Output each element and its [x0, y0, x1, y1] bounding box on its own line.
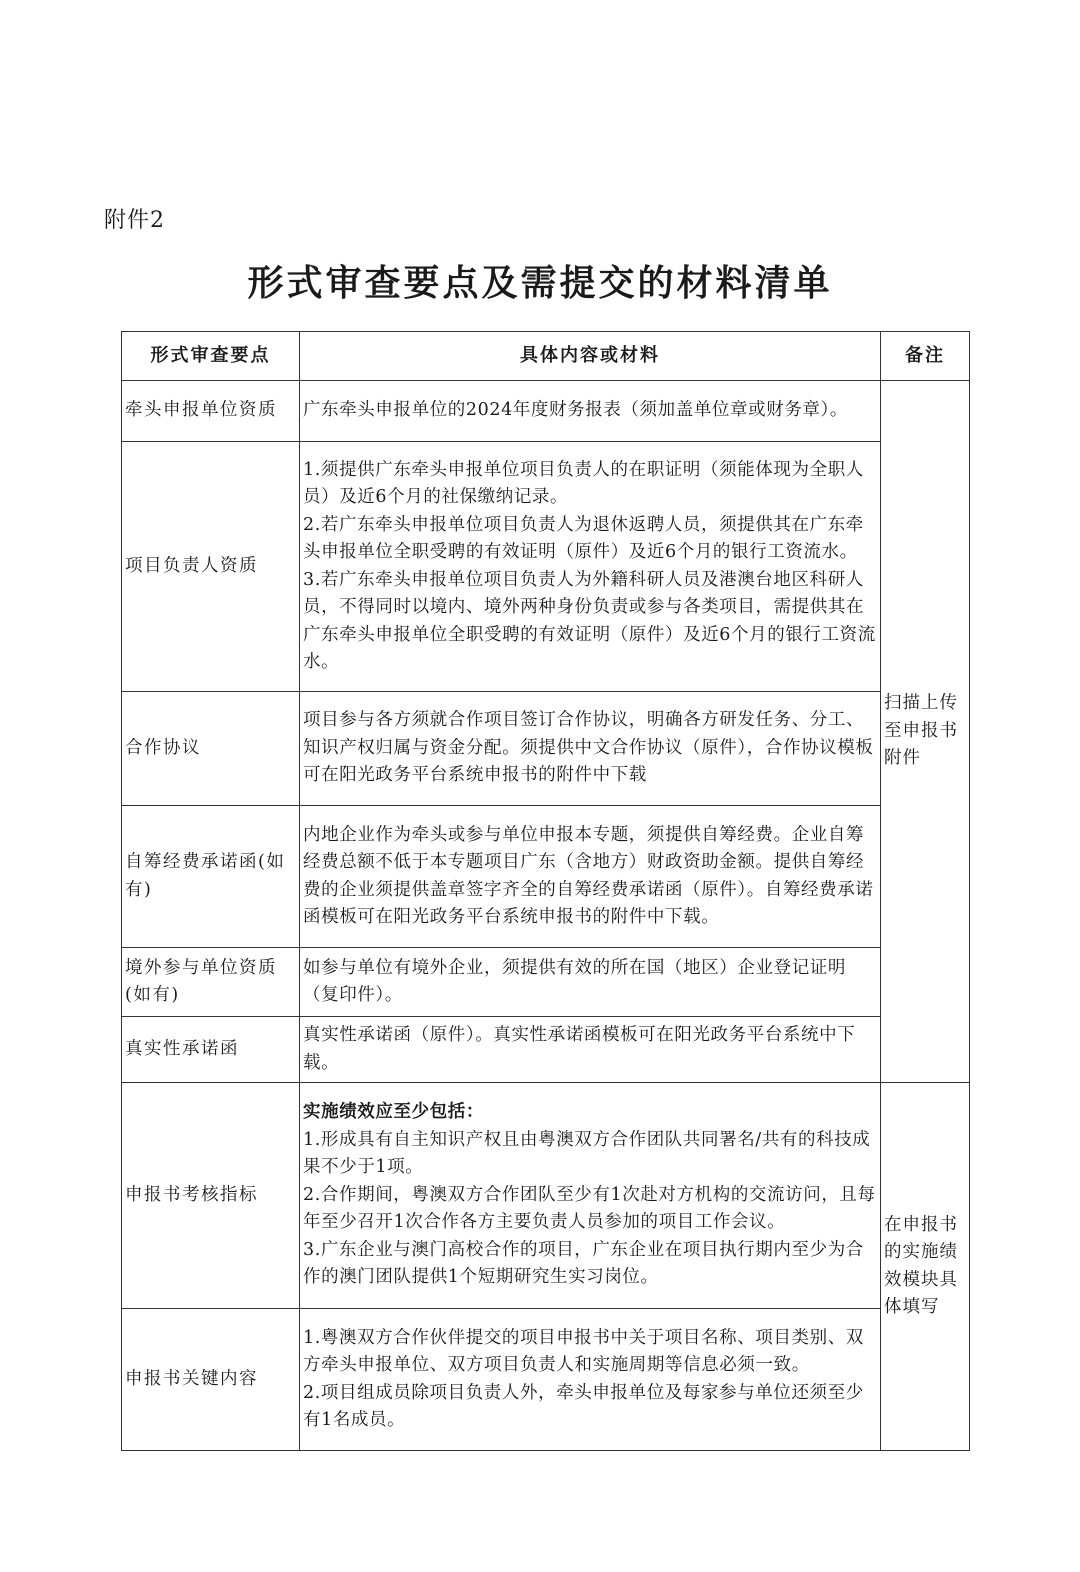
content-line: 3.若广东牵头申报单位项目负责人为外籍科研人员及港澳台地区科研人员，不得同时以境内、境外两种身份负责或参与各类项目，需提供其在广东牵头申报单位全职受聘的有效证明（原件）及近6个月的银行工资流水。: [303, 569, 876, 672]
content-line: 1.形成具有自主知识产权且由粤澳双方合作团队共同署名/共有的科技成果不少于1项。: [303, 1129, 871, 1178]
row-point: 境外参与单位资质(如有): [122, 948, 300, 1017]
table-header-row: [122, 332, 970, 381]
row-point: 合作协议: [122, 692, 300, 806]
row-content: [300, 692, 881, 806]
materials-checklist-table: [121, 331, 970, 1451]
header-remark: 备注: [881, 332, 970, 381]
row-point: 项目负责人资质: [122, 442, 300, 692]
content-line: 2.合作期间，粤澳双方合作团队至少有1次赴对方机构的交流访问，且每年至少召开1次合作各方主要负责人员参加的项目工作会议。: [303, 1184, 876, 1233]
table-row: [122, 806, 970, 948]
content-line: 如参与单位有境外企业，须提供有效的所在国（地区）企业登记证明（复印件）。: [303, 957, 846, 1005]
content-line: 1.粤澳双方合作伙伴提交的项目申报书中关于项目名称、项目类别、双方牵头申报单位、双方项目负责人和实施周期等信息必须一致。: [303, 1327, 864, 1375]
content-line: 项目参与各方须就合作项目签订合作协议，明确各方研发任务、分工、知识产权归属与资金分配。须提供中文合作协议（原件），合作协议模板可在阳光政务平台系统申报书的附件中下载: [303, 710, 874, 786]
table-row: [122, 1017, 970, 1083]
content-line: 3.广东企业与澳门高校合作的项目，广东企业在项目执行期内至少为合作的澳门团队提供1个短期研究生实习岗位。: [303, 1239, 864, 1288]
content-line: 2.项目组成员除项目负责人外，牵头申报单位及每家参与单位还须至少有1名成员。: [303, 1382, 864, 1430]
row-content: [300, 381, 881, 442]
table-row: [122, 442, 970, 692]
table-row: [122, 948, 970, 1017]
remark-scan-upload: 扫描上传至申报书附件: [881, 381, 970, 1083]
table-row: [122, 692, 970, 806]
header-review-point: 形式审查要点: [122, 332, 300, 381]
row-content: [300, 1309, 881, 1451]
content-line: 广东牵头申报单位的2024年度财务报表（须加盖单位章或财务章）。: [303, 400, 848, 421]
row-content: [300, 1083, 881, 1309]
header-content: 具体内容或材料: [300, 332, 881, 381]
row-content: [300, 806, 881, 948]
table-row: [122, 381, 970, 442]
row-content: [300, 948, 881, 1017]
table-row: [122, 1309, 970, 1451]
content-line: 2.若广东牵头申报单位项目负责人为退休返聘人员，须提供其在广东牵头申报单位全职受聘的有效证明（原件）及近6个月的银行工资流水。: [303, 514, 864, 562]
content-line: 内地企业作为牵头或参与单位申报本专题，须提供自筹经费。企业自筹经费总额不低于本专题项目广东（含地方）财政资助金额。提供自筹经费的企业须提供盖章签字齐全的自筹经费承诺函（原件）。自筹经费承诺函模板可在阳光政务平台系统申报书的附件中下载。: [303, 824, 874, 927]
content-heading: 实施绩效应至少包括：: [303, 1102, 484, 1123]
table-row: [122, 1083, 970, 1309]
attachment-label: 附件2: [104, 208, 165, 233]
content-line: 真实性承诺函（原件）。真实性承诺函模板可在阳光政务平台系统中下载。: [303, 1025, 856, 1073]
row-point: 真实性承诺函: [122, 1017, 300, 1083]
row-content: [300, 1017, 881, 1083]
remark-fill-in-module: 在申报书的实施绩效模块具体填写: [881, 1083, 970, 1451]
row-content: [300, 442, 881, 692]
row-point: 申报书关键内容: [122, 1309, 300, 1451]
document-title: 形式审查要点及需提交的材料清单: [247, 263, 833, 304]
row-point: 牵头申报单位资质: [122, 381, 300, 442]
content-line: 1.须提供广东牵头申报单位项目负责人的在职证明（须能体现为全职人员）及近6个月的社保缴纳记录。: [303, 459, 864, 507]
row-point: 自筹经费承诺函(如有): [122, 806, 300, 948]
row-point: 申报书考核指标: [122, 1083, 300, 1309]
